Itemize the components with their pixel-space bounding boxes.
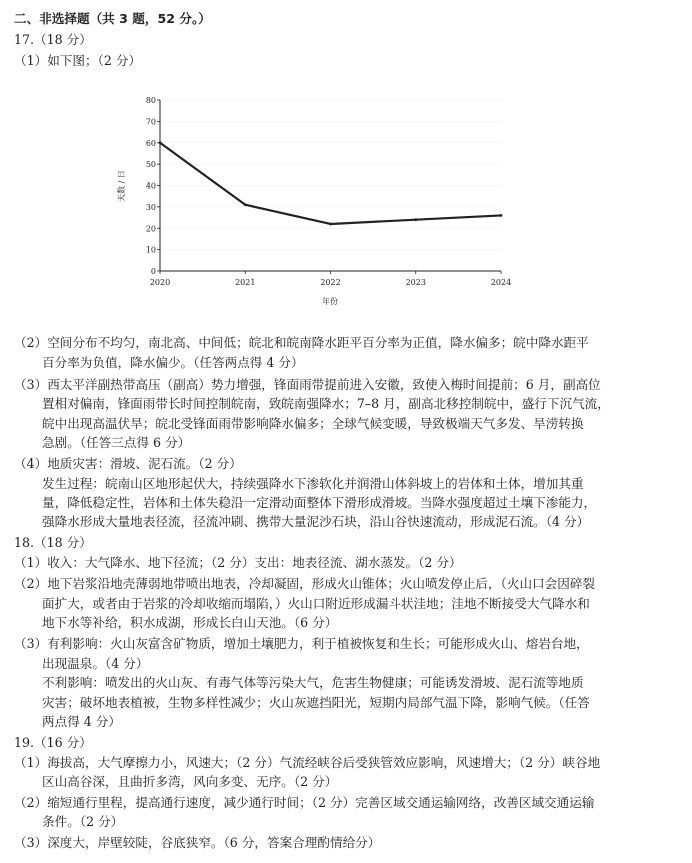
q18-part2-line2: 面扩大，或者由于岩浆的冷却收缩而塌陷，）火山口附近形成漏斗状洼地；洼地不断接受大气降水和 [42,596,590,611]
q18-part2-line1: （2）地下岩浆沿地壳薄弱地带喷出地表，冷却凝固，形成火山锥体；火山喷发停止后，（火山口会因碎裂 [14,576,596,591]
q19-part1-line2: 区山高谷深，且曲折多湾，风向多变、无序。（2 分） [42,774,338,789]
q18-part3-line2: 出现温泉。（4 分） [42,656,149,671]
y-tick-label: 60 [145,138,156,148]
y-tick-label: 20 [145,224,156,234]
q19-part1-line1: （1）海拔高，大气摩擦力小，风速大；（2 分）气流经峡谷后受狭管效应影响，风速增大；（2 分）峡谷地 [14,755,601,770]
data-point-2021 [244,203,247,206]
q18-header: 18.（18 分） [14,535,92,550]
q17-part2-line1: （2）空间分布不均匀，南北高、中间低；皖北和皖南降水距平百分率为正值，降水偏多；皖中降水距平 [14,335,589,350]
x-axis-title: 年份 [322,297,338,306]
q19-part2-line2: 条件。（2 分） [42,814,124,829]
data-point-2023 [414,218,417,221]
y-tick-label: 30 [145,202,156,212]
q17-part3-line4: 急剧。（任答三点得 6 分） [42,435,191,450]
q18-part1: （1）收入：大气降水、地下径流；（2 分）支出：地表径流、湖水蒸发。（2 分） [14,555,462,570]
data-point-2022 [329,223,332,226]
x-tick-label: 2021 [235,278,256,287]
q17-part2-line2: 百分率为负值，降水偏少。（任答两点得 4 分） [42,355,304,370]
y-tick-label: 50 [145,160,156,170]
section-title: 二、非选择题（共 3 题，52 分。） [14,11,211,26]
y-tick-label: 70 [145,117,156,127]
q17-part4-line1: （4）地质灾害：滑坡、泥石流。（2 分） [14,456,242,471]
y-tick-label: 80 [145,96,156,105]
data-point-2024 [500,214,503,217]
q17-part4-line2: 发生过程：皖南山区地形起伏大，持续强降水下渗软化并润滑山体斜坡上的岩体和土体，增加其重 [42,476,584,491]
q18-part3-line1: （3）有利影响：火山灰富含矿物质，增加土壤肥力，利于植被恢复和生长；可能形成火山、熔岩台地， [14,636,589,651]
x-tick-label: 2023 [405,278,426,287]
q18-part3-line4: 灾害；破坏地表植被，生物多样性减少；火山灰遮挡阳光，短期内局部气温下降，影响气候。（任答 [42,695,590,710]
x-tick-label: 2022 [320,278,341,287]
q17-part3-line2: 置相对偏南，锋面雨带长时间控制皖南，致皖南强降水；7–8 月，副高北移控制皖中，盛行下沉气流， [42,396,610,411]
q19-header: 19.（16 分） [14,735,92,750]
x-tick-label: 2024 [490,278,512,287]
q17-part3-line3: 皖中出现高温伏旱；皖北受锋面雨带影响降水偏多；全球气候变暖，导致极端天气多发、旱涝转换 [42,416,584,431]
y-axis-title: 天数 / 日 [117,170,126,202]
y-tick-label: 10 [145,245,156,255]
q17-part4-line3: 量，降低稳定性，岩体和土体失稳沿一定滑动面整体下滑形成滑坡。当降水强度超过土壤下渗能力， [42,495,597,510]
q19-part2-line1: （2）缩短通行里程，提高通行速度，减少通行时间；（2 分）完善区域交通运输网络，改善区域交通运输 [14,795,595,810]
q17-header: 17.（18 分） [14,32,92,47]
q17-part1: （1）如下图；（2 分） [14,53,142,68]
q18-part3-line5: 两点得 4 分） [42,714,121,729]
q18-part3-line3: 不利影响：喷发出的火山灰、有毒气体等污染大气，危害生物健康；可能诱发滑坡、泥石流等地质 [42,675,584,690]
q18-part2-line3: 地下水等补给，积水成湖，形成长白山天池。（6 分） [42,615,338,630]
data-point-2020 [159,141,162,144]
rainy-days-line-chart [110,92,530,310]
y-tick-label: 0 [150,267,156,276]
x-tick-label: 2020 [149,278,171,287]
y-tick-label: 40 [145,181,156,191]
q19-part3: （3）深度大，岸壁较陡，谷底狭窄。（6 分，答案合理酌情给分） [14,835,381,850]
q17-part3-line1: （3）西太平洋副热带高压（副高）势力增强，锋面雨带提前进入安徽，致使入梅时间提前；6 月，副高位 [14,377,601,392]
q17-part4-line4: 强降水形成大量地表径流，径流冲刷、携带大量泥沙石块，沿山谷快速流动，形成泥石流。（4 分） [42,514,590,529]
